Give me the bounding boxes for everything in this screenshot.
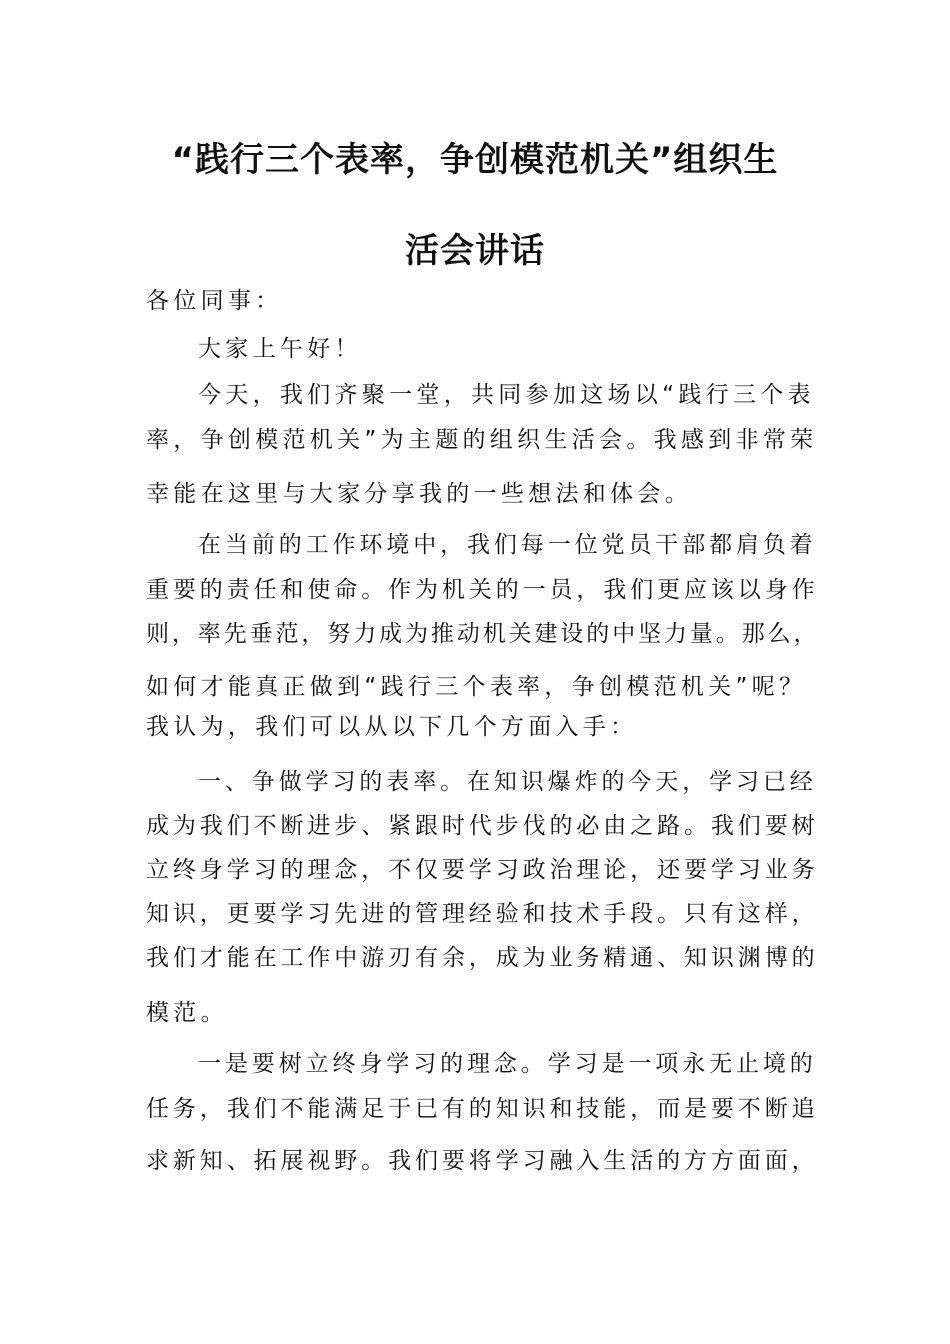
body-line: 幸能在这里与大家分享我的一些想法和体会。 [146,481,692,507]
body-line: 重要的责任和使命。作为机关的一员，我们更应该以身作 [146,577,819,603]
body-line: 成为我们不断进步、紧跟时代步伐的必由之路。我们要树 [146,813,819,839]
document-title-line-1: “践行三个表率，争创模范机关”组织生 [171,140,779,180]
body-line: 在当前的工作环境中，我们每一位党员干部都肩负着 [198,532,817,558]
document-title-line-2: 活会讲话 [405,231,545,271]
body-line: 我认为，我们可以从以下几个方面入手： [146,714,638,740]
body-line: 则，率先垂范，努力成为推动机关建设的中坚力量。那么， [146,621,820,647]
body-line: 知识，更要学习先进的管理经验和技术手段。只有这样， [146,901,819,927]
body-line: 如何才能真正做到“践行三个表率，争创模范机关”呢？ [146,674,807,700]
body-line: 任务，我们不能满足于已有的知识和技能，而是要不断追 [146,1096,819,1122]
body-line: 一是要树立终身学习的理念。学习是一项永无止境的 [198,1051,817,1077]
body-line: 我们才能在工作中游刃有余，成为业务精通、知识渊博的 [146,945,819,971]
body-line: 模范。 [146,1000,228,1026]
body-line: 立终身学习的理念，不仅要学习政治理论，还要学习业务 [146,857,819,883]
salutation: 各位同事： [146,288,283,314]
body-line: 今天，我们齐聚一堂，共同参加这场以“践行三个表 [198,382,815,408]
body-line: 一、争做学习的表率。在知识爆炸的今天，学习已经 [198,769,817,795]
body-line: 求新知、拓展视野。我们要将学习融入生活的方方面面， [146,1148,819,1174]
body-line: 率，争创模范机关”为主题的组织生活会。我感到非常荣 [146,427,818,453]
greeting: 大家上午好！ [198,336,362,362]
